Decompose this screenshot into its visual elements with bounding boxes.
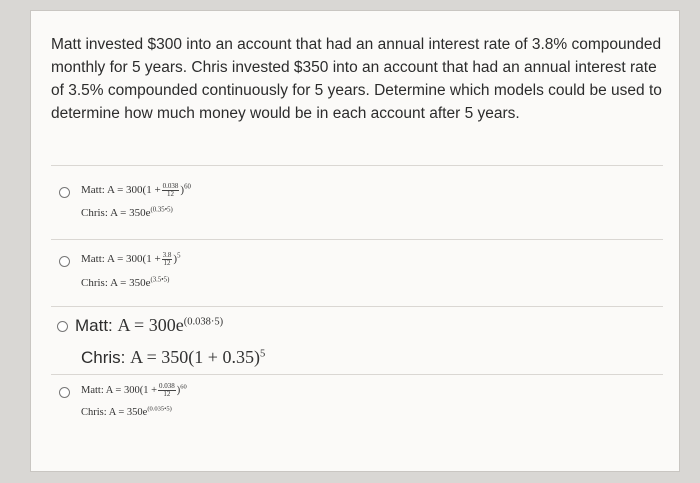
option-1-chris-formula: Chris: $A = 350e^{(0.35•5)}$ xyxy=(81,206,173,219)
radio-button-4[interactable] xyxy=(59,387,70,398)
question-card xyxy=(30,10,680,472)
option-2-chris-formula: Chris: $A = 350e^{(3.5•5)}$ xyxy=(81,276,170,289)
option-4-chris-formula: Chris: $A = 350e^{(0.035•5)}$ xyxy=(81,405,172,418)
answer-option-3[interactable] xyxy=(51,309,663,371)
divider xyxy=(51,239,663,240)
divider xyxy=(51,165,663,166)
radio-button-1[interactable] xyxy=(59,187,70,198)
option-3-matt-formula: Matt: $A = 300e^{(0.038\cdot 5)}$ xyxy=(75,315,224,335)
answer-option-4[interactable] xyxy=(51,377,663,435)
option-2-matt-formula: Matt: A = 300(1 + $\frac{3.8}{12}$ )$^5$ xyxy=(81,251,181,267)
answer-option-1[interactable] xyxy=(51,177,663,235)
fraction: $\frac{0.038}{12}$ xyxy=(162,182,179,198)
fraction: $\frac{0.038}{12}$ xyxy=(159,382,175,398)
radio-button-2[interactable] xyxy=(59,256,70,267)
option-1-matt-formula: Matt: A = 300(1 + $\frac{0.038}{12}$ )$^{60}$ xyxy=(81,182,191,198)
divider xyxy=(51,374,663,375)
option-4-matt-formula: Matt: A = 300(1 + $\frac{0.038}{12}$ )$^{60}$ xyxy=(81,382,187,398)
question-text: Matt invested $300 into an account that had an annual interest rate of 3.8% compounded monthly for 5 years. Chris invested $350 into an account that had an annual interest rate of 3.5% compounded continuously for 5 years. Determine which models could be used to determine how much money would be in each account after 5 years. xyxy=(51,36,662,122)
option-3-chris-formula: Chris: $A = 350(1 + 0.35)^5$ xyxy=(81,347,266,367)
fraction: $\frac{3.8}{12}$ xyxy=(162,251,172,267)
answer-option-2[interactable] xyxy=(51,246,663,304)
divider xyxy=(51,306,663,307)
radio-button-3[interactable] xyxy=(57,321,68,332)
